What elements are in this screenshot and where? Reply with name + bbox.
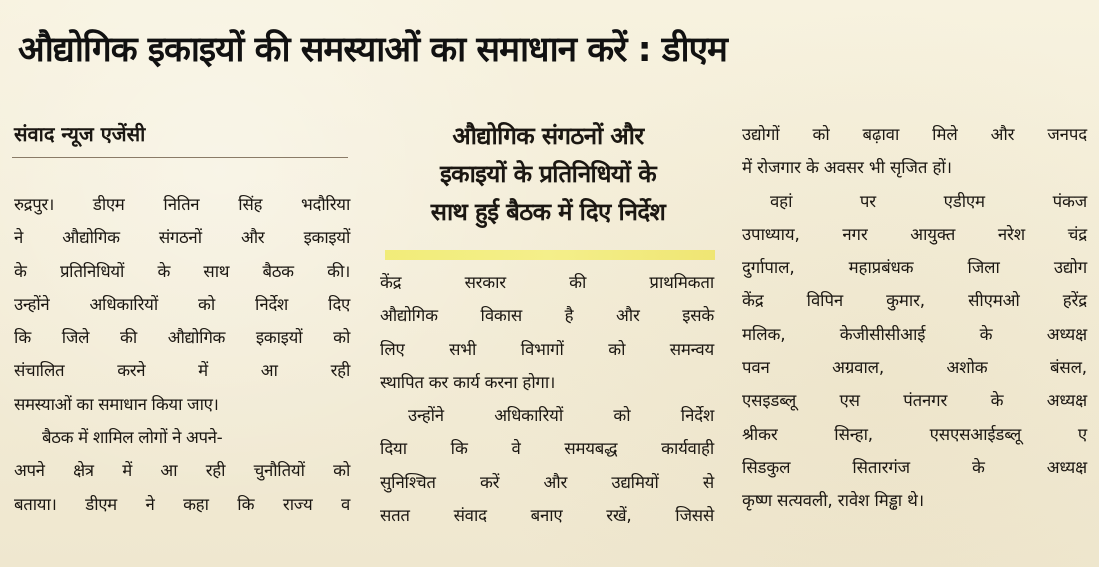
- subheadline: [382, 117, 714, 231]
- paragraph: [380, 266, 714, 399]
- subheadline-line: औद्योगिक संगठनों और: [452, 122, 644, 150]
- headline: औद्योगिक इकाइयों की समस्याओं का समाधान करें : डीएम: [18, 30, 727, 70]
- news-agency: संवाद न्यूज एजेंसी: [14, 122, 146, 146]
- subheadline-line: इकाइयों के प्रतिनिधियों के: [439, 160, 657, 188]
- subheadline-highlight: [385, 250, 715, 260]
- text-line: बताया। डीएम ने कहा कि राज्य व: [14, 493, 350, 514]
- text-line: लिए सभी विभागों को समन्वय: [380, 338, 714, 359]
- text-line: एसइडब्लू एस पंतनगर के अध्यक्ष: [742, 390, 1087, 411]
- agency-divider: [12, 157, 348, 158]
- paragraph: [14, 421, 350, 521]
- article-column-left: [14, 188, 350, 521]
- text-line: स्थापित कर कार्य करना होगा।: [380, 371, 556, 392]
- text-line: दिया कि वे समयबद्ध कार्यवाही: [380, 438, 714, 459]
- text-line: में रोजगार के अवसर भी सृजित हों।: [742, 157, 952, 178]
- text-line: श्रीकर सिन्हा, एसएसआईडब्लू ए: [742, 423, 1087, 444]
- text-line: वहां पर एडीएम पंकज: [770, 190, 1087, 211]
- article-column-right: [742, 118, 1087, 518]
- text-line: केंद्र विपिन कुमार, सीएमओ हरेंद्र: [742, 290, 1087, 311]
- subheadline-line: साथ हुई बैठक में दिए निर्देश: [430, 198, 666, 226]
- text-line: पवन अग्रवाल, अशोक बंसल,: [742, 357, 1087, 378]
- text-line: दुर्गापाल, महाप्रबंधक जिला उद्योग: [742, 257, 1087, 278]
- text-line: उद्योगों को बढ़ावा मिले और जनपद: [742, 124, 1087, 144]
- text-line: उन्होंने अधिकारियों को निर्देश दिए: [14, 293, 350, 314]
- paragraph: [742, 185, 1087, 518]
- text-line: अपने क्षेत्र में आ रही चुनौतियों को: [14, 460, 350, 481]
- text-line: के प्रतिनिधियों के साथ बैठक की।: [14, 260, 350, 281]
- paragraph: [14, 188, 350, 421]
- text-line: केंद्र सरकार की प्राथमिकता: [380, 272, 714, 292]
- text-line: रुद्रपुर। डीएम नितिन सिंह भदौरिया: [14, 194, 350, 214]
- text-line: उन्होंने अधिकारियों को निर्देश: [408, 405, 714, 426]
- text-line: कि जिले की औद्योगिक इकाइयों को: [14, 327, 350, 348]
- text-line: बैठक में शामिल लोगों ने अपने-: [42, 427, 223, 448]
- text-line: सिडकुल सितारगंज के अध्यक्ष: [742, 456, 1087, 477]
- text-line: कृष्ण सत्यवली, रावेश मिड्ढा थे।: [742, 490, 924, 511]
- text-line: सतत संवाद बनाए रखें, जिससे: [380, 505, 714, 526]
- text-line: ने औद्योगिक संगठनों और इकाइयों: [14, 227, 350, 248]
- text-line: उपाध्याय, नगर आयुक्त नरेश चंद्र: [742, 223, 1087, 244]
- paragraph: [380, 399, 714, 532]
- paragraph: [742, 118, 1087, 185]
- text-line: औद्योगिक विकास है और इसके: [380, 305, 714, 326]
- text-line: समस्याओं का समाधान किया जाए।: [14, 393, 219, 414]
- text-line: मलिक, केजीसीसीआई के अध्यक्ष: [742, 323, 1087, 344]
- article-column-middle: [380, 266, 714, 532]
- text-line: सुनिश्चित करें और उद्यमियों से: [380, 471, 714, 492]
- text-line: संचालित करने में आ रही: [14, 360, 350, 381]
